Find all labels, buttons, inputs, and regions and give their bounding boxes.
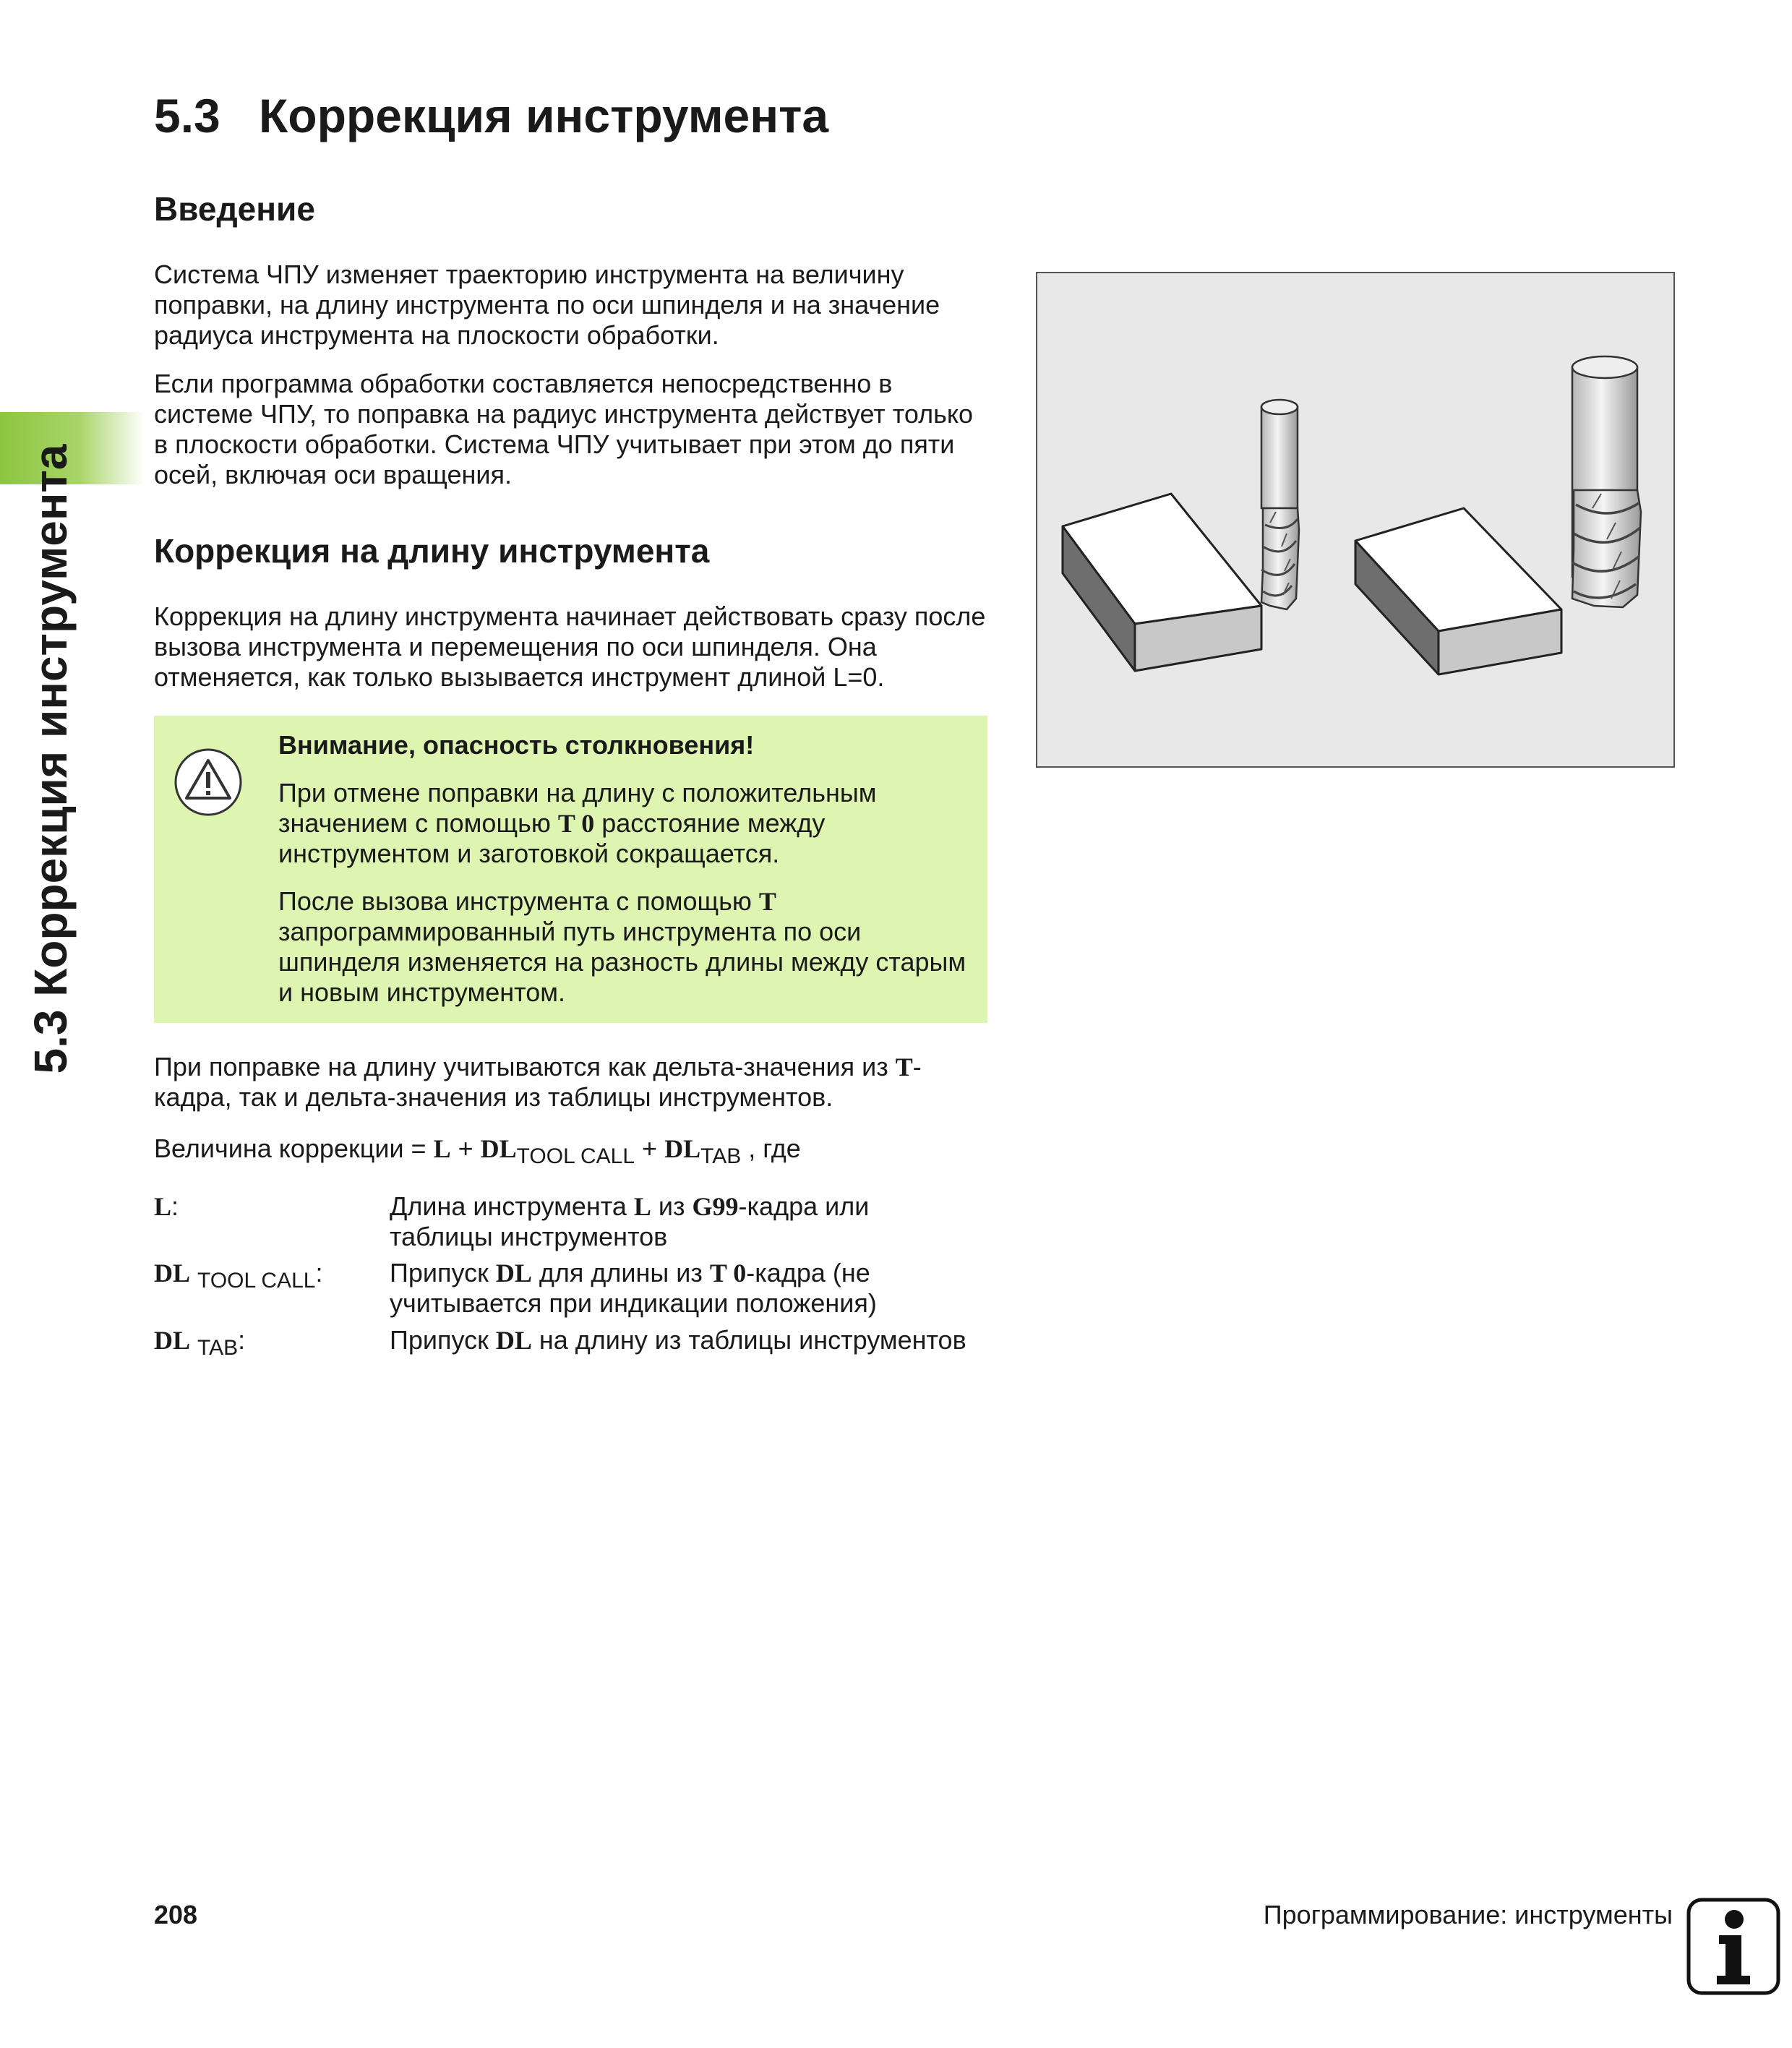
left-workpiece [1063, 494, 1261, 671]
warning-title: Внимание, опасность столкновения! [278, 730, 755, 760]
warning-paragraph-1: При отмене поправки на длину с положительным значением с помощью T 0 расстояние между инструментом и заготовкой сокращается. [278, 778, 877, 868]
def-desc-dl-tool-call: Припуск DL для длины из T 0-кадра (не учитывается при индикации положения) [390, 1258, 877, 1318]
chapter-title-text: Коррекция инструмента [259, 89, 829, 142]
intro-heading: Введение [154, 190, 315, 228]
right-long-tool [1572, 356, 1641, 607]
def-term-dl-tool-call: DL $_{TOOL CALL}$: [154, 1258, 323, 1293]
warning-text [278, 730, 972, 1025]
warning-paragraph-2: После вызова инструмента с помощью T запрограммированный путь инструмента по оси шпинделя изменяется на разность длины между старым и новым инструментом. [278, 886, 966, 1007]
def-term-l: L: [154, 1191, 179, 1221]
intro-paragraph-2: Если программа обработки составляется непосредственно в системе ЧПУ, то поправка на радиус инструмента действует только в плоскости обработки. Система ЧПУ учитывает при этом до пяти осей, включая оси вращения. [154, 369, 974, 489]
delta-paragraph: При поправке на длину учитываются как дельта-значения из T-кадра, так и дельта-значения из таблицы инструментов. [154, 1052, 922, 1112]
length-paragraph: Коррекция на длину инструмента начинает действовать сразу после вызова инструмента и перемещения по оси шпинделя. Она отменяется, как только вызывается инструмент длиной L=0. [154, 601, 986, 692]
left-short-tool [1261, 400, 1299, 609]
warning-triangle-icon [172, 746, 244, 818]
def-desc-l: Длина инструмента L из G99-кадра или таблицы инструментов [390, 1191, 870, 1251]
intro-paragraph-1: Система ЧПУ изменяет траекторию инструмента на величину поправки, на длину инструмента по оси шпинделя и на значение радиуса инструмента на плоскости обработки. [154, 260, 940, 350]
length-heading: Коррекция на длину инструмента [154, 532, 710, 570]
page-number: 208 [154, 1900, 198, 1929]
tool-length-figure [1036, 272, 1675, 768]
formula-line: Величина коррекции = $L + DL_{TOOL CALL} + DL_{TAB}$ , где [154, 1134, 801, 1168]
warning-box [154, 716, 987, 1023]
right-workpiece [1355, 508, 1561, 674]
def-desc-dl-tab: Припуск DL на длину из таблицы инструментов [390, 1325, 966, 1355]
info-icon[interactable] [1686, 1898, 1780, 1995]
side-chapter-title: 5.3 Коррекция инструмента [25, 444, 77, 1074]
footer-section-title: Программирование: инструменты [1263, 1900, 1673, 1929]
def-term-dl-tab: DL $_{TAB}$: [154, 1325, 246, 1360]
tool-length-illustration [1037, 273, 1673, 766]
chapter-title [154, 88, 828, 143]
chapter-number: 5.3 [154, 89, 220, 142]
